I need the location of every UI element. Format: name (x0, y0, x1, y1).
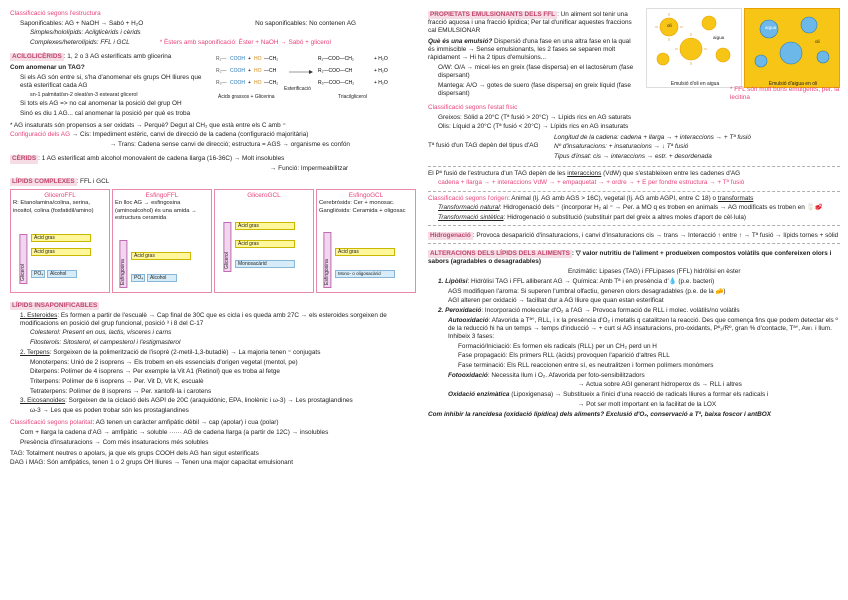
simple-lipids: Simples/hololípids: Acilglicèrids i cèrids (30, 29, 141, 37)
non-saponifiable-text: No saponificables: No contenen AG (255, 19, 356, 27)
origin-transformed: transformats (717, 194, 754, 202)
esterification-svg (214, 50, 414, 110)
autooxidation-row (428, 317, 840, 342)
synthetic-transformation (428, 214, 840, 222)
block-oligosaccharide: Mono- o oligosacàrid (335, 270, 395, 278)
panel-sphingophospholipid (112, 189, 212, 293)
emulsion-ow: O/W: O/A → micel·les en greix (fase dispersa) en el lactosèrum (fase dispersant) (438, 63, 634, 79)
caption-ow: Emulsió d'oli en aigua (670, 80, 720, 87)
panel-glyceroglycolipid (214, 189, 314, 293)
natural-transformation (428, 204, 840, 212)
enzymatic-oxidation-desc: (Lipoxigenasa) → Substitueix a l'inici d'una reacció de radicals lliures a formar els radicals i (509, 391, 769, 399)
tetraterpenes-item: Tetraterpens: Polímer de 8 isoprens → Per. xantofil·la i carotens (30, 387, 212, 395)
config-title: Configuració dels AG (10, 131, 71, 139)
phase-initiation: Formació/Iniciació: Es formen els radicals (RLL) per un CH₂ perd un H (458, 342, 657, 350)
melting-point-title: Tª fusió d'un TAG depèn del tipus d'AG (428, 141, 539, 149)
acylglycerid-section (10, 50, 416, 120)
synthetic-title: Transformació sintètica (438, 213, 504, 221)
emulsion-ow-svg (647, 9, 741, 75)
unsaponifiable-title: LÍPIDS INSAPONIFICABLES (12, 301, 98, 309)
ffl-emulsifier-note: * FFL són molt bons emulgents, per. la lecitina (730, 86, 840, 102)
origin-desc: : Animal (Ij. AG amb AGS > 16C), vegetal (Ij. AG amb AGPI, entre C 18) o (508, 194, 718, 202)
esterification-diagram (214, 50, 414, 118)
label-water: aigua (765, 25, 777, 30)
emulsion-answer: Dispersió d'una fase en una altra fase en la qual és immiscible → Sense emulsionants, les 2 fases se separen molt ràpidament → Hi ha 2 tipus d'emulsions... (428, 37, 631, 61)
synthetic-desc: : Hidrogenació o substitució (substituir part del greix a altres moles d'aport de cèl·lula) (503, 213, 746, 221)
divider (428, 166, 840, 167)
block-sphingosine: Esfingosina (119, 240, 127, 288)
autooxidation-title: Autooxidació (448, 316, 489, 324)
interactions-chain: cadena + llarga → + interaccions VdW → + empaquetat → + ordre → + E per fondre estructura → + Tª fusió (438, 179, 745, 187)
svg-text:HO: HO (254, 80, 262, 87)
alterations-row (428, 247, 840, 266)
autooxidation-desc: : Afavorida a Tª°, RLL, i x la presència d'O₂ i metalls q catalitzen la reacció. Des que comença fins que podem detectar els º de la reducció hi ha un temps → temps d'inducció → + curt si AG insaturacions, pro-oxidants, Pº₂/Rº, gran % d'contacte, Tª°, Aw↓ i llum. Inhibeix 3 fases: (448, 316, 838, 340)
enzymatic-oxidation-title: Oxidació enzimàtica (448, 391, 510, 399)
emulsion-water-in-oil (744, 8, 840, 88)
chem-label-reactants: Àcids grassos + Glicerina (218, 94, 275, 101)
eicosanoids-row (10, 397, 416, 405)
lipolysis-ags: AGS modifiquen l'aroma: Si superen l'umbral olfactiu, generen olors desagradables (p.e. de la 🧀) (448, 287, 726, 295)
tag-question: Com anomenar un TAG? (10, 64, 85, 72)
emulsion-wo: Mantega: A/O → gotes de suero (fase dispersa) en greix líquid (fase dispersant) (438, 81, 631, 97)
phytosterols-item: Fitosterols: Sitosterol, el campesterol i l'estigmasterol (30, 339, 181, 347)
panel-sphingoglycolipid (316, 189, 416, 293)
svg-text:+ H₂O: + H₂O (374, 68, 388, 75)
steroids-row (10, 312, 416, 328)
peroxidation-title: 2. Peroxidació (438, 306, 482, 314)
triterpenes-item: Triterpens: Polímer de 6 isoprens → Per. Vit D, Vit K, escualè (30, 377, 204, 385)
lipolysis-title: 1. Lipòlisi (438, 277, 468, 285)
factor-length: Longitud de la cadena: cadena + llarga → + interaccions → + Tª fusió (554, 133, 751, 141)
emulsion-wo-svg (745, 9, 839, 75)
panel-title: GlicerоFFL (44, 191, 76, 199)
config-trans: → Trans: Cadena sense canvi de direcció; estructura = AGS → organisme es confón (110, 141, 350, 149)
melting-point-title-wrap (428, 134, 548, 163)
steroids-title: 1. Esteroides (20, 311, 58, 319)
svg-text:HO: HO (254, 68, 262, 75)
polarity-title: Classificació segons polaritat (10, 419, 93, 427)
hydrogenation-row (428, 229, 840, 240)
panel-desc: En lloc AG → esfingosina (aminoalcohol) és una amida → estructura ceramida (115, 200, 197, 221)
polarity-row (10, 419, 416, 427)
polarity-desc: : AG tenen un caràcter amfipàtic dèbil → cap (apolar) i cua (polar) (92, 419, 279, 427)
alterations-title: ALTERACIONS DELS LÍPIDS DELS ALIMENTS (430, 250, 570, 258)
hydrogenation-title: Hidrogenació (430, 232, 471, 240)
emulsion-figure (646, 8, 840, 98)
block-phosphate: PO₄ (131, 274, 145, 282)
acylglycerid-desc: : 1, 2 o 3 AG esterificats amb glicerina (63, 53, 172, 61)
tag-rule-2: Si tots els AG => no cal anomenar la posició del grup OH (20, 100, 182, 108)
panel-title: EsfingoFFL (145, 191, 179, 199)
panel-desc: Cerebròsids: Cer + monosac. Gangliòsids: Ceramida + oligosac (319, 200, 406, 214)
block-fatty-acid: Àcid gras (31, 248, 91, 256)
steroids-desc: : Es formen a partir de l'escualè → Cap final de 30C que es cicla i es queda amb 27C → els esteroides sorgeixen de modificacions en posició del grup funcional, posició ³ i 8 del C-17 (20, 311, 387, 327)
phase-termination: Fase terminació: Els RLL reaccionen entre sí, es neutralitzen i formen polímers monòmers (458, 362, 714, 369)
panel-title: EsfingoGCL (348, 191, 384, 199)
cholesterol-item: Colesterol: Present en ous, lactis, vísceres i carns (30, 329, 172, 337)
config-row (10, 131, 416, 139)
cerids-title: CÈRIDS (12, 155, 37, 163)
emulsion-desc: : Un aliment sol tenir una fracció aquosa i una fracció lipídica; Per tal d'unificar aquestes fraccions cal EMULSIONAR (428, 11, 632, 35)
acylglycerid-title: ACILGLICÈRIDS (12, 53, 62, 61)
complex-lipid-panels (10, 189, 416, 293)
origin-title: Classificació segons l'origen (428, 194, 509, 202)
complex-lipids-title: LÍPIDS COMPLEXES (12, 177, 75, 185)
right-column (428, 8, 840, 421)
omega3-note: ω-3 → Les que es poden trobar són les prostaglandines (30, 406, 189, 414)
polarity-chain: Com + llarga la cadena d'AG → amfipàtic → soluble ······ AG de cadena llarga (a partir de 12C) → insolubles (20, 428, 329, 436)
svg-text:+ H₂O: + H₂O (374, 56, 388, 63)
divider (428, 191, 840, 192)
emulsion-text (428, 8, 638, 98)
emulsion-question: Què és una emulsió? (428, 37, 493, 45)
inhibit-rancidity: Com inhibir la rancidesa (oxidació lipídica) dels aliments? Exclusió d'O₂, conservació a Tª, baixa foscor i antBOX (428, 410, 771, 418)
terpenes-desc: : Sorgeixen de la polimerització de l'isoprè (2-metil-1,3-butadiè) → La majoria tenen ⁼ conjugats (49, 348, 321, 356)
block-fatty-acid: Àcid gras (131, 252, 191, 260)
panel-title: GlicerоGCL (247, 191, 281, 199)
alterations-desc: : ▽ valor nutritiu de l'aliment + produeixen compostos volàtils que confereixen olors i sabors (agradables o desagradables) (428, 250, 832, 266)
chem-label-product: Triacilglicerol (338, 94, 367, 101)
phase-propagation: Fase propagació: Els primers RLL (àcids) provoquen l'aparició d'altres RLL (458, 352, 670, 360)
svg-text:+: + (248, 80, 251, 87)
photooxidation-title: Fotooxidació (448, 371, 488, 379)
svg-text:R₁—: R₁— (216, 56, 227, 63)
photooxidation-row (428, 372, 840, 380)
tag-example: sn-1 palmitat/sn-2 oleat/sn-3 estearat glicerol (30, 92, 138, 98)
lipolysis-agi: AGI alteren per oxidació → facilitat dur a AG lliure que quan estan esterificat (448, 297, 664, 305)
svg-text:—CH: —CH (264, 68, 277, 75)
photooxidation-effect: → Actua sobre AGI generant hidroperox ds → RLL i altres (578, 381, 742, 389)
tag-polarity: TAG: Totalment neutres o apolars, ja que els grups COOH dels AG han sigut esterificats (10, 449, 259, 457)
factor-unsat: Nº d'insaturacions: + insaturacions → ↓ Tª fusió (554, 143, 689, 151)
block-glycerol: Glicerol (19, 234, 27, 284)
block-fatty-acid: Àcid gras (235, 240, 295, 248)
terpenes-title: 2. Terpens (20, 348, 50, 356)
natural-title: Transformació natural (438, 204, 500, 212)
lipolysis-row (428, 278, 840, 286)
svg-text:—CH₂: —CH₂ (264, 80, 279, 87)
svg-text:R₁—COO—CH₂: R₁—COO—CH₂ (318, 56, 354, 63)
panel-glycerophospholipid (10, 189, 110, 293)
divider (428, 243, 840, 244)
interactions-word: interaccions (567, 169, 602, 177)
svg-text:R₂—COO—CH: R₂—COO—CH (318, 68, 353, 75)
block-fatty-acid: Àcid gras (335, 248, 395, 256)
interactions-row (428, 170, 840, 178)
lox-note: → Pot ser molt important en la facilitat de la LOX (578, 400, 717, 408)
complex-lipids: Complexes/heterolípids: FFL i GCL (30, 39, 130, 47)
emulsion-section (428, 8, 840, 102)
complex-row (10, 39, 416, 47)
block-glycerol: Glicerol (223, 222, 231, 272)
oxidation-note-text: * AG insaturats són propensos a ser oxidats → Perquè? Degut al CH₂ que està entre els C amb ⁼ (10, 121, 286, 129)
divider (428, 225, 840, 226)
svg-text:R₃—: R₃— (216, 80, 227, 87)
block-fatty-acid: Àcid gras (31, 234, 91, 242)
label-water: aigua (713, 35, 725, 40)
svg-text:+ H₂O: + H₂O (374, 80, 388, 87)
origin-row (428, 195, 840, 203)
physical-state-title: Classificació segons l'estat físic (428, 104, 518, 111)
terpenes-row (10, 349, 416, 357)
interactions-lead: El Pº fusió de l'estructura d'un TAG depèn de les (428, 169, 568, 177)
oils-item: Olis: Líquid a 20°C (Tª fusió < 20°C) → Lípids rics en AG insaturats (438, 123, 629, 131)
caption-wo: Emulsió d'aigua en oli (768, 80, 818, 87)
svg-text:—CH₂: —CH₂ (264, 56, 279, 63)
block-alcohol: Alcohol (147, 274, 177, 282)
cerids-desc: : 1 AG esterificat amb alcohol monovalent de cadena llarga (16-36C) → Molt insolubles (38, 155, 285, 163)
photooxidation-desc: : Necessita llum i O₂. Afavorida per foto-sensibilitzadors (487, 371, 645, 379)
cerids-row (10, 152, 416, 163)
factor-type: Tipus d'insat: cis → interaccions → estr. + desordenada (554, 152, 712, 160)
natural-desc: : Hidrogenació dels ⁼ (incorporar H₂ al ⁼ → Per. a MO q es troben en animals → AG modificats es troben en 🥛🥩 (499, 204, 823, 212)
polarity-unsat: Presència d'insaturacions → Com més insaturacions més solubles (20, 438, 209, 446)
block-monosaccharide: Monosacàrid (235, 260, 295, 268)
emulsion-oil-in-water (646, 8, 742, 88)
fats-item: Greixos: Sòlid a 20°C (Tª fusió > 20°C) → Lípids rics en AG saturats (438, 113, 632, 121)
enzymatic-note: Enzimàtic: Lipases (TAG) i FFLipases (FFL) hidròlisi en èster (568, 268, 741, 276)
svg-text:COOH: COOH (230, 56, 245, 63)
complex-lipids-desc: : FFL i GCL (76, 177, 110, 185)
label-oil: oli (667, 23, 672, 28)
svg-text:+: + (248, 56, 251, 63)
svg-text:COOH: COOH (230, 80, 245, 87)
ester-note: * Èsters amb saponificació: Èster + NaOH → Sabó + glicerol (159, 39, 331, 47)
enzymatic-oxidation-row (428, 391, 840, 399)
tag-rule-1: Si els AG són entre si, s'ha d'anomenar els grups OH lliures que està esterificat cada AG (20, 74, 202, 90)
svg-text:R₃—COO—CH₂: R₃—COO—CH₂ (318, 80, 355, 87)
emulsion-title: PROPIETATS EMULSIONANTS DELS FFL (430, 11, 556, 18)
lipolysis-desc: : Hidròlisi TAG i FFL alliberant AG → Química: Amb Tª i en presència d'💧 (p.e. bacteri) (467, 277, 715, 285)
eicosanoids-title: 3. Eicosanoides (20, 397, 66, 405)
peroxidation-desc: : Incorporació molecular d'O₂ a l'AG → Provoca formació de RLL i molec. volàtils/no volàtils (481, 306, 740, 314)
melting-point-factors (554, 134, 751, 163)
interactions-tail: (VdW) que s'estableixen entre les cadenes d'AG (601, 169, 741, 177)
svg-text:COOH: COOH (230, 68, 245, 75)
saponifiable-row (10, 20, 416, 28)
acylglycerid-text (10, 50, 210, 120)
peroxidation-row (428, 307, 840, 315)
chem-label-process: Esterificació (284, 86, 311, 93)
label-oil: oli (815, 39, 820, 44)
config-cis: → Cis: Impediment estèric, canvi de direcció de la cadena (configuració majoritària) (70, 131, 309, 139)
block-phosphate: PO₄ (31, 270, 45, 278)
tag-rule-3: Sinó es diu 1 AG... cal anomenar la posició per què es troba (20, 110, 191, 118)
monoterpenes-item: Monoterpens: Unió de 2 isoprens → Els trobem en els essencials d'origen vegetal (mentol, pe) (30, 358, 298, 366)
svg-text:HO: HO (254, 56, 262, 63)
block-fatty-acid: Àcid gras (235, 222, 295, 230)
cerids-function: → Funció: Impermeabilitzar (270, 165, 349, 173)
complex-lipids-row (10, 175, 416, 186)
saponifiable-text: Saponificables: AG + NaOH → Sabó + H₂O (20, 19, 144, 27)
svg-text:+: + (248, 68, 251, 75)
eicosanoids-desc: : Sorgeixen de la ciclació dels AGPI de 20C (araquidònic, EPA, linolènic i ω-3) → Les prostaglandines (65, 397, 353, 405)
oxidation-note (10, 122, 416, 130)
left-column (10, 8, 416, 469)
melting-point-row (428, 134, 840, 163)
svg-text:R₂—: R₂— (216, 68, 227, 75)
block-sphingosine: Esfingosina (323, 232, 331, 288)
hydrogenation-desc: : Provoca desaparició d'insaturacions, i canvi d'insaturacions cis → trans → Interacció ↑ entre ↑ → Tª fusió → lípids tornes + sòlid (472, 232, 839, 240)
diterpenes-item: Diterpens: Polímer de 4 isoprens → Per exemple la Vit A1 (Retinol) que es troba al fetge (30, 368, 280, 376)
section-structure-title: Classificació segons l'estructura (10, 10, 101, 17)
block-alcohol: Alcohol (47, 270, 77, 278)
dag-mag-polarity: DAG i MAG: Són amfipàtics, tenen 1 o 2 grups OH lliures → Tenen una major capacitat emulsionant (10, 459, 293, 467)
panel-desc: R: Etanolamina/colina, serina, inositol, colina (fosfatidil/amino) (13, 200, 94, 214)
